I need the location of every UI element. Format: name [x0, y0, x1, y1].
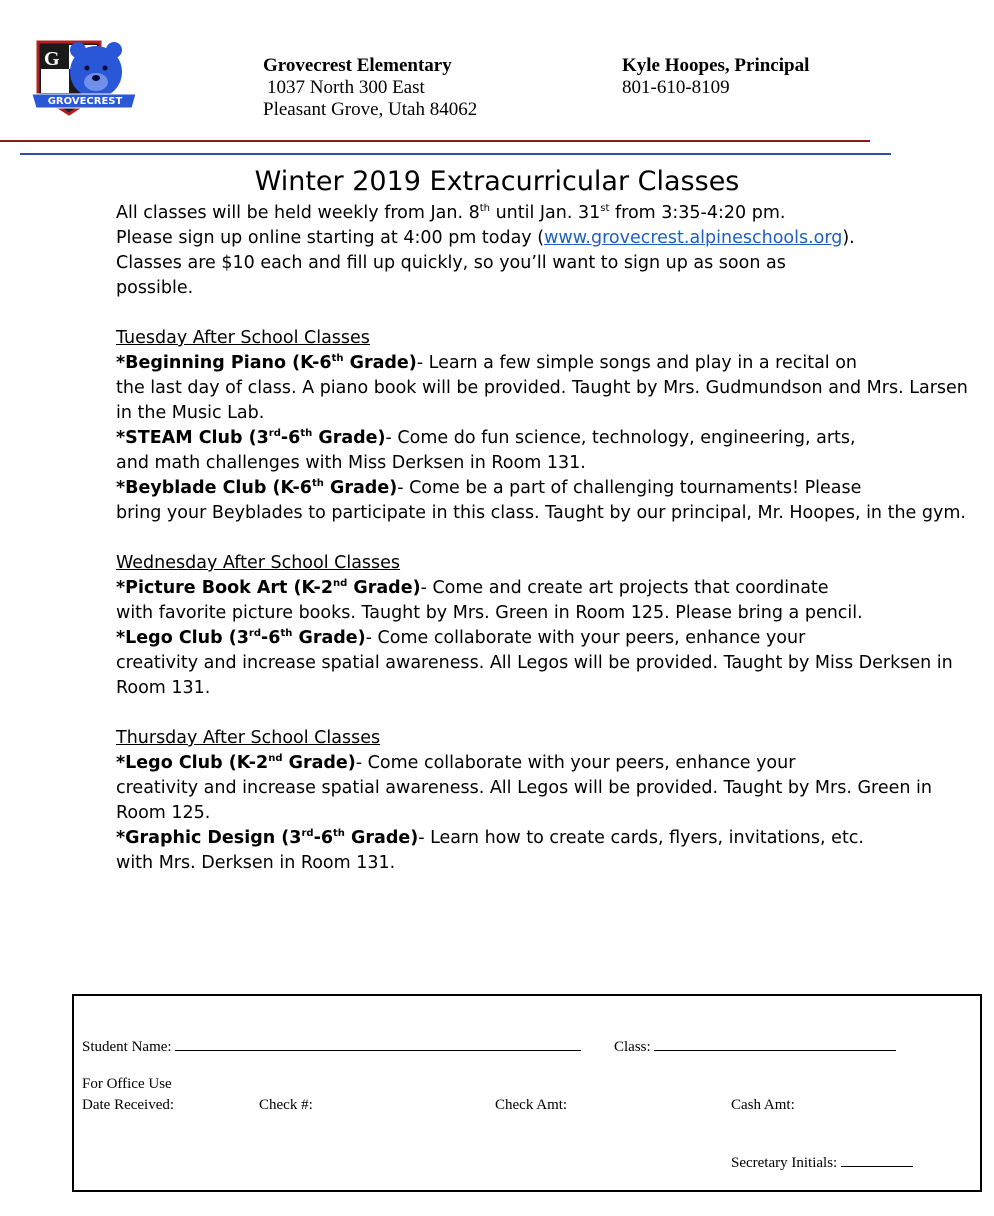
class-description: - Come collaborate with your peers, enhance your: [365, 628, 806, 648]
svg-text:G: G: [44, 48, 60, 70]
intro-text: Classes are $10 each and fill up quickly, so you’ll want to sign up as soon as: [116, 253, 786, 273]
class-title: *Beyblade Club (K-6th Grade): [116, 478, 398, 498]
header-divider-red: [0, 140, 870, 142]
class-line[interactable]: [654, 1038, 896, 1051]
intro-text: All classes will be held weekly from Jan. 8: [116, 203, 480, 223]
intro-text: possible.: [116, 278, 194, 298]
class-description: - Come do fun science, technology, engineering, arts,: [385, 428, 856, 448]
wednesday-heading: Wednesday After School Classes: [116, 553, 401, 573]
school-name: Grovecrest Elementary: [263, 55, 452, 76]
intro-text: Please sign up online starting at 4:00 pm today (: [116, 228, 545, 248]
principal-info: [622, 55, 809, 99]
student-name-line[interactable]: [175, 1038, 581, 1051]
logo-banner-text: GROVECREST: [47, 96, 123, 107]
student-name-field[interactable]: [82, 1038, 581, 1056]
class-title: *Graphic Design (3rd-6th Grade): [116, 828, 419, 848]
registration-form: [72, 994, 982, 1192]
secretary-initials-label: Secretary Initials:: [731, 1155, 838, 1171]
cash-amount-label: Cash Amt:: [731, 1097, 795, 1113]
class-title: *Lego Club (3rd-6th Grade): [116, 628, 366, 648]
class-field[interactable]: [614, 1038, 896, 1056]
intro-text: ).: [842, 228, 855, 248]
class-description: - Learn a few simple songs and play in a recital on: [416, 353, 858, 373]
class-label: Class:: [614, 1039, 651, 1055]
school-address-line2: Pleasant Grove, Utah 84062: [263, 99, 478, 120]
class-title: *Picture Book Art (K-2nd Grade): [116, 578, 421, 598]
check-number-label: Check #:: [259, 1097, 313, 1113]
signup-link[interactable]: www.grovecrest.alpineschools.org: [544, 228, 843, 248]
class-title: *Beginning Piano (K-6th Grade): [116, 353, 417, 373]
tuesday-heading: Tuesday After School Classes: [116, 328, 370, 348]
student-name-label: Student Name:: [82, 1039, 172, 1055]
class-description: bring your Beyblades to participate in this class. Taught by our principal, Mr. Hoopes, in the gym.: [116, 503, 966, 523]
date-received-label: Date Received:: [82, 1097, 175, 1113]
school-info: [263, 55, 477, 121]
school-logo: [30, 38, 140, 120]
principal-name: Kyle Hoopes, Principal: [622, 55, 810, 76]
class-entry-lego-wednesday: [116, 626, 976, 701]
class-title: *Lego Club (K-2nd Grade): [116, 753, 356, 773]
class-description: - Learn how to create cards, flyers, invitations, etc.: [418, 828, 864, 848]
class-entry-beyblade: [116, 476, 976, 526]
class-entry-lego-thursday: [116, 751, 976, 826]
header-divider-blue: [20, 153, 891, 155]
superscript: st: [600, 203, 610, 215]
class-description: with favorite picture books. Taught by Mrs. Green in Room 125. Please bring a pencil.: [116, 603, 863, 623]
class-description: the last day of class. A piano book will be provided. Taught by Mrs. Gudmundson and Mrs. Larsen in the Music Lab.: [116, 378, 968, 423]
intro-text: until Jan. 31: [490, 203, 601, 223]
principal-phone: 801-610-8109: [622, 77, 730, 98]
secretary-initials-line[interactable]: [841, 1154, 913, 1167]
class-description: - Come be a part of challenging tournaments! Please: [397, 478, 862, 498]
intro-text: from 3:35-4:20 pm.: [609, 203, 786, 223]
class-entry-graphic-design: [116, 826, 976, 876]
class-entry-piano: [116, 351, 976, 426]
class-entry-picture-book-art: [116, 576, 976, 626]
superscript: th: [479, 203, 490, 215]
office-use-label: For Office Use: [82, 1076, 172, 1092]
intro-paragraph: [116, 201, 976, 301]
class-description: and math challenges with Miss Derksen in Room 131.: [116, 453, 586, 473]
check-amount-label: Check Amt:: [495, 1097, 568, 1113]
class-description: - Come and create art projects that coordinate: [420, 578, 829, 598]
thursday-heading: Thursday After School Classes: [116, 728, 381, 748]
page-title: Winter 2019 Extracurricular Classes: [254, 166, 740, 197]
class-description: creativity and increase spatial awareness. All Legos will be provided. Taught by Miss Derksen in Room 131.: [116, 653, 953, 698]
class-description: creativity and increase spatial awareness. All Legos will be provided. Taught by Mrs. Green in Room 125.: [116, 778, 932, 823]
school-address-line1: 1037 North 300 East: [267, 77, 425, 98]
document-body: [116, 201, 976, 876]
class-entry-steam: [116, 426, 976, 476]
class-title: *STEAM Club (3rd-6th Grade): [116, 428, 386, 448]
class-description: with Mrs. Derksen in Room 131.: [116, 853, 396, 873]
secretary-initials-field[interactable]: [731, 1154, 913, 1172]
class-description: - Come collaborate with your peers, enhance your: [355, 753, 796, 773]
